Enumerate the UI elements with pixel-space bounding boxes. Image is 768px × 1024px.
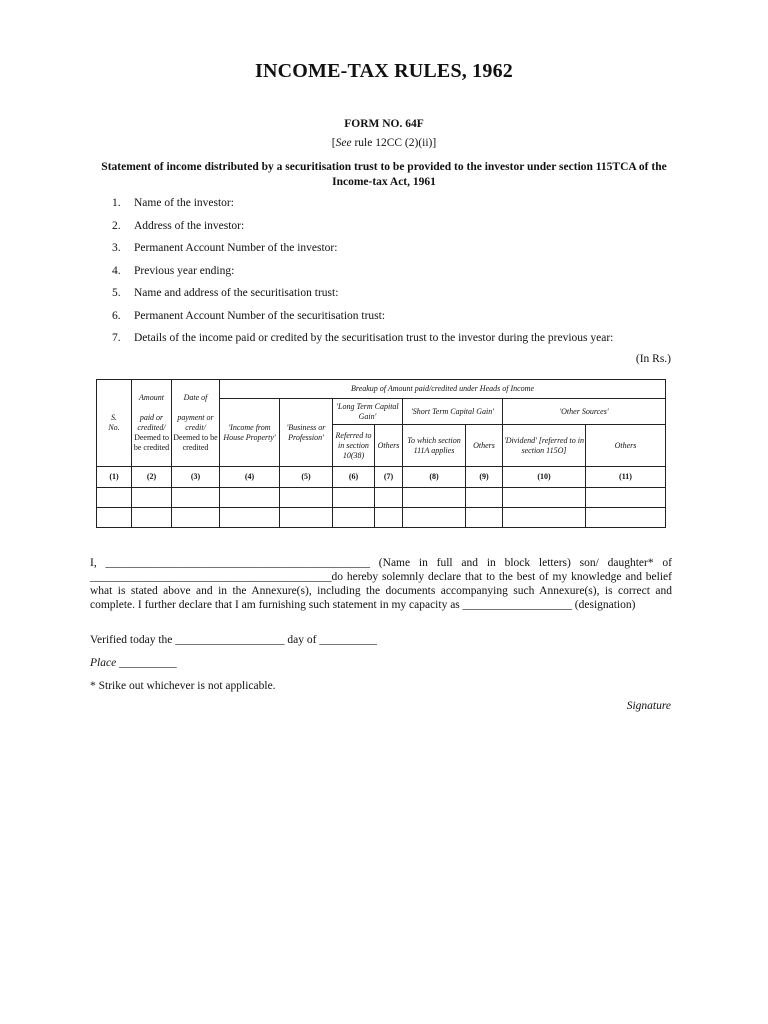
item-label: Details of the income paid or credited by the securitisation trust to the investor during the previous year: — [134, 332, 614, 344]
form-statement: Statement of income distributed by a securitisation trust to be provided to the investor under section 115TCA of the Income-tax Act, 1961 — [101, 161, 667, 188]
declaration-text: I, ______________________________________________ (Name in full and in block letters) son/ daughter* of __________________________________________do hereby solemnly declare that to the best of my knowledge and belief what is stated above and in the Annexure(s), including the documents accompanying such Annexure(s), is correct and complete. I further declare that I am furnishing such statement in my capacity as ___________________ (designation) — [90, 557, 672, 611]
item-label: Name of the investor: — [134, 197, 234, 209]
form-item: 7. Details of the income paid or credited by the securitisation trust to the investor during the previous year: — [112, 332, 614, 344]
form-item: 6. Permanent Account Number of the securitisation trust: — [112, 309, 386, 322]
table-row — [97, 488, 666, 508]
strike-note: * Strike out whichever is not applicable. — [90, 680, 276, 692]
header-sno: S. No. — [97, 380, 132, 467]
column-number-row: (1) (2) (3) (4) (5) (6) (7) (8) (9) (10) (11) — [97, 467, 666, 488]
item-label: Name and address of the securitisation trust: — [134, 287, 339, 299]
header-stcg: 'Short Term Capital Gain' — [403, 399, 503, 425]
form-item: 2. Address of the investor: — [112, 219, 245, 232]
item-label: Permanent Account Number of the securitisation trust: — [134, 309, 386, 322]
header-other-others: Others — [586, 425, 666, 467]
form-item: 4. Previous year ending: — [112, 264, 235, 277]
verified-line: Verified today the ___________________ day of __________ — [90, 634, 377, 646]
header-ltcg-others: Others — [375, 425, 403, 467]
place-label: Place — [90, 657, 117, 669]
header-amount: Amount paid or credited/ Deemed to be credited — [132, 380, 172, 467]
header-dividend: 'Dividend' [referred to in section 115O] — [503, 425, 586, 467]
item-label: Permanent Account Number of the investor: — [134, 242, 338, 254]
form-item: 5. Name and address of the securitisation trust: — [112, 287, 339, 299]
document-title: INCOME-TAX RULES, 1962 — [255, 60, 513, 82]
rule-reference: [See rule 12CC (2)(ii)] — [331, 137, 437, 149]
form-item-list — [112, 196, 672, 354]
header-breakup: Breakup of Amount paid/credited under Heads of Income — [220, 380, 666, 399]
rule-see: See — [335, 137, 352, 149]
signature-label: Signature — [626, 700, 671, 712]
header-house-property: 'Income from House Property' — [220, 399, 280, 467]
header-stcg-others: Others — [466, 425, 503, 467]
income-breakup-table — [96, 379, 666, 528]
form-item: 3. Permanent Account Number of the investor: — [112, 242, 338, 254]
item-label: Previous year ending: — [134, 264, 235, 277]
form-number: FORM NO. 64F — [344, 118, 424, 130]
place-line — [90, 657, 177, 669]
table-row — [97, 508, 666, 528]
item-label: Address of the investor: — [134, 219, 245, 232]
form-item: 1. Name of the investor: — [112, 197, 234, 209]
header-other-sources: 'Other Sources' — [503, 399, 666, 425]
header-date: Date of payment or credit/ Deemed to be credited — [172, 380, 220, 467]
place-blank: __________ — [116, 657, 177, 669]
header-stcg-111a: To which section 111A applies — [403, 425, 466, 467]
header-ltcg-10-38: Referred to in section 10(38) — [333, 425, 375, 467]
currency-unit: (In Rs.) — [635, 353, 671, 365]
header-business: 'Business or Profession' — [280, 399, 333, 467]
header-ltcg: 'Long Term Capital Gain' — [333, 399, 403, 425]
